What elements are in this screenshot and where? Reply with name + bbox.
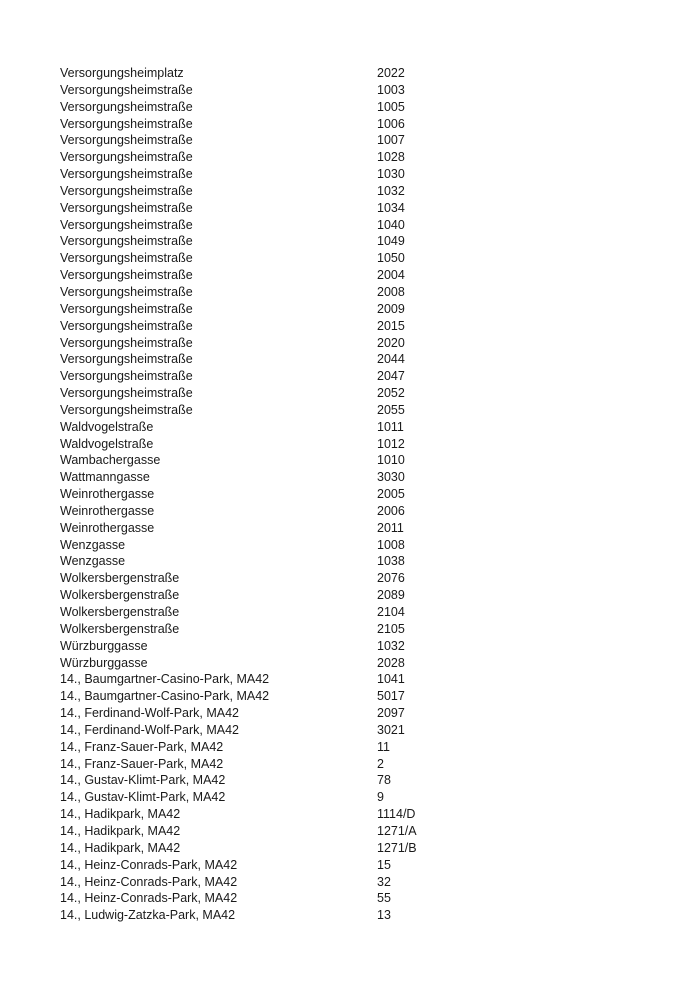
list-item: [60, 621, 660, 638]
street-name: 14., Baumgartner-Casino-Park, MA42: [60, 672, 270, 687]
street-name: Waldvogelstraße: [60, 436, 154, 451]
street-name: Versorgungsheimstraße: [60, 402, 193, 417]
street-name: 14., Hadikpark, MA42: [60, 823, 181, 838]
street-name: Versorgungsheimstraße: [60, 116, 193, 131]
street-name: Würzburggasse: [60, 655, 148, 670]
street-name: 14., Gustav-Klimt-Park, MA42: [60, 773, 226, 788]
list-item: [60, 772, 660, 789]
street-number: 78: [377, 773, 391, 788]
street-name: Versorgungsheimstraße: [60, 251, 193, 266]
list-item: [60, 267, 660, 284]
street-number: 1030: [377, 167, 405, 182]
list-item: [60, 537, 660, 554]
list-item: [60, 132, 660, 149]
street-number: 1034: [377, 200, 405, 215]
street-number: 5017: [377, 689, 405, 704]
street-name: Versorgungsheimstraße: [60, 217, 193, 232]
list-item: [60, 806, 660, 823]
street-name: Wolkersbergenstraße: [60, 621, 180, 636]
list-item: [60, 739, 660, 756]
street-number: 2020: [377, 335, 405, 350]
list-item: [60, 351, 660, 368]
list-item: [60, 671, 660, 688]
street-name: Wenzgasse: [60, 537, 126, 552]
street-name: 14., Heinz-Conrads-Park, MA42: [60, 874, 238, 889]
street-number: 1008: [377, 537, 405, 552]
street-name: Wattmanngasse: [60, 470, 150, 485]
street-name: 14., Heinz-Conrads-Park, MA42: [60, 857, 238, 872]
list-item: [60, 722, 660, 739]
street-name: Weinrothergasse: [60, 503, 155, 518]
street-name: 14., Ludwig-Zatzka-Park, MA42: [60, 908, 236, 923]
list-item: [60, 82, 660, 99]
list-item: [60, 250, 660, 267]
street-name: Wolkersbergenstraße: [60, 588, 180, 603]
street-number: 1049: [377, 234, 405, 249]
street-number: 1005: [377, 99, 405, 114]
list-item: [60, 570, 660, 587]
street-number: 2022: [377, 66, 405, 80]
list-item: [60, 436, 660, 453]
list-item: [60, 318, 660, 335]
street-number: 2009: [377, 301, 405, 316]
list-item: [60, 789, 660, 806]
street-number: 2044: [377, 352, 405, 367]
street-name: Versorgungsheimstraße: [60, 167, 193, 182]
street-number: 1032: [377, 638, 405, 653]
street-number: 11: [377, 739, 390, 754]
list-item: [60, 116, 660, 133]
street-number: 9: [377, 790, 384, 805]
street-number: 1050: [377, 251, 405, 266]
list-item: [60, 385, 660, 402]
street-number: 2089: [377, 588, 405, 603]
list-item: [60, 688, 660, 705]
list-item: [60, 756, 660, 773]
list-item: [60, 874, 660, 891]
street-name: Wolkersbergenstraße: [60, 605, 180, 619]
street-name: Weinrothergasse: [60, 520, 155, 535]
list-item: [60, 890, 660, 907]
street-number: 1012: [377, 436, 405, 451]
list-item: [60, 335, 660, 352]
street-number: 1003: [377, 82, 405, 97]
street-number: 2076: [377, 571, 405, 586]
street-number: 1006: [377, 116, 405, 131]
list-item: [60, 301, 660, 318]
list-item: [60, 638, 660, 655]
street-number: 1007: [377, 133, 405, 148]
street-name: Versorgungsheimstraße: [60, 99, 193, 114]
list-item: [60, 368, 660, 385]
street-name: Versorgungsheimstraße: [60, 284, 193, 299]
street-name: Versorgungsheimstraße: [60, 133, 193, 148]
street-number: 13: [377, 908, 391, 923]
street-number: 1028: [377, 150, 405, 165]
list-item: [60, 587, 660, 604]
street-name: Versorgungsheimstraße: [60, 369, 193, 384]
street-name: Weinrothergasse: [60, 487, 155, 502]
street-number: 2055: [377, 402, 405, 417]
list-item: [60, 486, 660, 503]
street-number: 15: [377, 857, 391, 872]
street-number: 1040: [377, 217, 405, 232]
list-item: [60, 284, 660, 301]
street-name: 14., Franz-Sauer-Park, MA42: [60, 739, 224, 754]
street-name: 14., Heinz-Conrads-Park, MA42: [60, 891, 238, 906]
street-name: Versorgungsheimstraße: [60, 318, 193, 333]
street-name: Versorgungsheimstraße: [60, 335, 193, 350]
street-number: 2005: [377, 487, 405, 502]
street-name: Versorgungsheimstraße: [60, 200, 193, 215]
street-number: 3021: [377, 722, 405, 737]
street-name: 14., Hadikpark, MA42: [60, 807, 181, 822]
street-name: Versorgungsheimstraße: [60, 183, 193, 198]
street-name: Wambachergasse: [60, 453, 161, 468]
list-item: [60, 823, 660, 840]
street-number: 1011: [377, 419, 404, 434]
street-number: 1038: [377, 554, 405, 569]
street-number: 2006: [377, 503, 405, 518]
street-name: 14., Gustav-Klimt-Park, MA42: [60, 790, 226, 805]
list-item: [60, 452, 660, 469]
street-number: 2011: [377, 520, 404, 535]
list-item: [60, 907, 660, 924]
street-name: Versorgungsheimstraße: [60, 301, 193, 316]
street-name: Versorgungsheimstraße: [60, 268, 193, 283]
street-name: 14., Hadikpark, MA42: [60, 840, 181, 855]
street-number: 32: [377, 874, 391, 889]
street-number: 2047: [377, 369, 405, 384]
list-item: [60, 553, 660, 570]
street-number: 3030: [377, 470, 405, 485]
street-name: Versorgungsheimstraße: [60, 352, 193, 367]
list-item: [60, 200, 660, 217]
street-name: Versorgungsheimstraße: [60, 386, 193, 401]
list-item: [60, 149, 660, 166]
street-name: 14., Ferdinand-Wolf-Park, MA42: [60, 706, 240, 721]
list-item: [60, 857, 660, 874]
street-name: Wenzgasse: [60, 554, 126, 569]
street-number: 2015: [377, 318, 405, 333]
street-name: Versorgungsheimstraße: [60, 234, 193, 249]
list-item: [60, 419, 660, 436]
street-number: 2105: [377, 621, 405, 636]
street-number: 2052: [377, 386, 405, 401]
list-item: [60, 99, 660, 116]
list-item: [60, 217, 660, 234]
street-number: 2008: [377, 284, 405, 299]
street-number: 55: [377, 891, 391, 906]
list-item: [60, 705, 660, 722]
street-number: 1271/A: [377, 823, 417, 838]
street-number: 1041: [377, 672, 405, 687]
list-item: [60, 604, 660, 621]
street-number: 2: [377, 756, 384, 771]
street-name: Waldvogelstraße: [60, 419, 154, 434]
street-number: 1010: [377, 453, 405, 468]
street-name: Würzburggasse: [60, 638, 148, 653]
street-number: 1271/B: [377, 840, 417, 855]
street-number: 2104: [377, 605, 405, 619]
list-item: [60, 840, 660, 857]
street-name: Versorgungsheimstraße: [60, 150, 193, 165]
list-item: [60, 655, 660, 672]
street-number: 1114/D: [377, 807, 416, 822]
list-item: [60, 469, 660, 486]
street-listing: [60, 65, 660, 924]
list-item: [60, 183, 660, 200]
street-name: Wolkersbergenstraße: [60, 571, 180, 586]
list-item: [60, 233, 660, 250]
street-name: 14., Franz-Sauer-Park, MA42: [60, 756, 224, 771]
street-name: 14., Ferdinand-Wolf-Park, MA42: [60, 722, 240, 737]
street-name: Versorgungsheimplatz: [60, 66, 184, 80]
street-number: 2097: [377, 706, 405, 721]
street-name: Versorgungsheimstraße: [60, 82, 193, 97]
street-name: 14., Baumgartner-Casino-Park, MA42: [60, 689, 270, 704]
list-item: [60, 402, 660, 419]
list-item: [60, 166, 660, 183]
street-number: 2028: [377, 655, 405, 670]
street-number: 2004: [377, 268, 405, 283]
street-number: 1032: [377, 183, 405, 198]
list-item: [60, 65, 660, 82]
list-item: [60, 503, 660, 520]
list-item: [60, 520, 660, 537]
